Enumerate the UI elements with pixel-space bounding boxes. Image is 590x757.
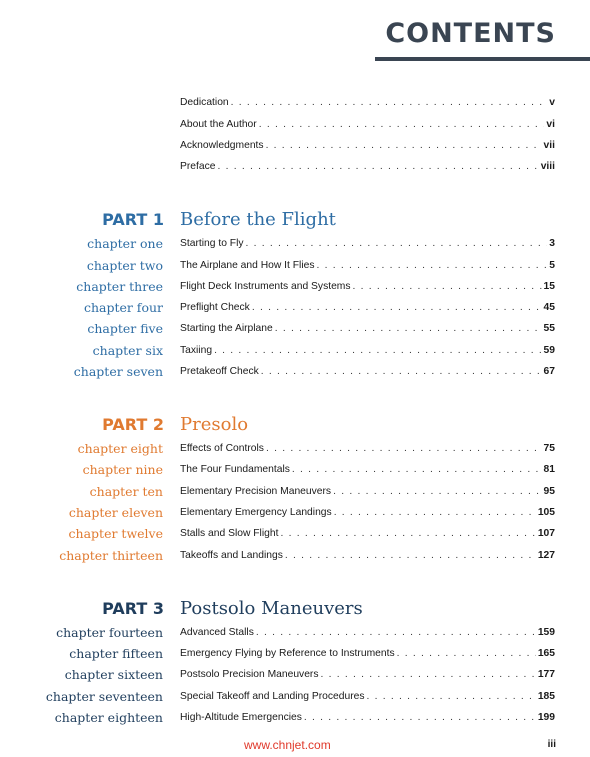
entry-title: Postsolo Precision Maneuvers [180,669,319,680]
dot-leader [367,690,536,704]
toc-entry-chapter-fifteen[interactable] [180,647,555,661]
part-3-label: PART 3 [102,599,164,618]
chapter-label: chapter two [86,258,163,273]
toc-entry-chapter-ten[interactable] [180,485,555,499]
entry-page: 59 [543,345,555,356]
entry-page: 55 [543,323,555,334]
toc-entry-chapter-eleven[interactable] [180,506,555,520]
dot-leader [304,711,536,725]
entry-title: Special Takeoff and Landing Procedures [180,691,365,702]
chapter-label: chapter ten [89,484,163,499]
entry-title: Pretakeoff Check [180,366,259,377]
chapter-label: chapter eleven [68,505,163,520]
dot-leader [397,647,536,661]
dot-leader [218,160,539,174]
entry-page: vii [543,140,555,151]
dot-leader [266,139,542,153]
dot-leader [292,463,542,477]
entry-title: Preface [180,161,216,172]
toc-entry-chapter-thirteen[interactable] [180,549,555,563]
entry-page: 15 [543,281,555,292]
entry-page: 107 [537,528,555,539]
toc-entry-chapter-eighteen[interactable] [180,711,555,725]
entry-page: 45 [543,302,555,313]
dot-leader [333,485,541,499]
part-2-title: Presolo [180,414,249,435]
entry-page: 105 [537,507,555,518]
toc-entry-preface[interactable] [180,160,555,174]
toc-entry-chapter-six[interactable] [180,344,555,358]
entry-title: The Four Fundamentals [180,464,290,475]
entry-page: 177 [537,669,555,680]
entry-title: Acknowledgments [180,140,264,151]
dot-leader [321,668,536,682]
entry-page: 75 [543,443,555,454]
entry-title: Emergency Flying by Reference to Instruments [180,648,395,659]
entry-title: About the Author [180,119,257,130]
entry-title: The Airplane and How It Flies [180,260,315,271]
entry-page: vi [546,119,555,130]
dot-leader [275,322,542,336]
toc-entry-about-author[interactable] [180,118,555,132]
entry-title: Preflight Check [180,302,250,313]
toc-entry-chapter-sixteen[interactable] [180,668,555,682]
watermark-url: www.chnjet.com [244,738,331,752]
entry-page: 67 [543,366,555,377]
chapter-label: chapter fifteen [69,646,163,661]
entry-page: 185 [537,691,555,702]
entry-page: v [549,97,555,108]
chapter-label: chapter sixteen [64,667,163,682]
entry-title: High-Altitude Emergencies [180,712,302,723]
dot-leader [246,237,548,251]
chapter-label: chapter twelve [68,526,163,541]
chapter-label: chapter eighteen [54,710,163,725]
entry-title: Dedication [180,97,229,108]
toc-entry-chapter-eight[interactable] [180,442,555,456]
chapter-label: chapter fourteen [56,625,163,640]
chapter-label: chapter three [76,279,163,294]
chapter-label: chapter seven [73,364,163,379]
entry-page: 3 [549,238,555,249]
toc-entry-chapter-seventeen[interactable] [180,690,555,704]
dot-leader [252,301,542,315]
toc-entry-dedication[interactable] [180,96,555,110]
entry-page: 165 [537,648,555,659]
dot-leader [353,280,542,294]
dot-leader [259,118,545,132]
toc-entry-chapter-nine[interactable] [180,463,555,477]
chapter-label: chapter four [83,300,163,315]
dot-leader [266,442,542,456]
toc-entry-chapter-five[interactable] [180,322,555,336]
part-1-label: PART 1 [102,210,164,229]
part-2-label: PART 2 [102,415,164,434]
toc-entry-chapter-two[interactable] [180,259,555,273]
dot-leader [261,365,542,379]
part-3-title: Postsolo Maneuvers [180,598,363,619]
chapter-label: chapter five [87,321,163,336]
chapter-label: chapter nine [82,462,163,477]
entry-page: viii [540,161,555,172]
dot-leader [334,506,536,520]
page-title: CONTENTS [385,18,556,49]
dot-leader [317,259,548,273]
entry-page: 199 [537,712,555,723]
chapter-label: chapter eight [77,441,163,456]
entry-title: Elementary Precision Maneuvers [180,486,332,497]
entry-title: Stalls and Slow Flight [180,528,279,539]
entry-title: Elementary Emergency Landings [180,507,332,518]
entry-title: Taxiing [180,345,213,356]
entry-page: 5 [549,260,555,271]
dot-leader [231,96,548,110]
toc-entry-chapter-seven[interactable] [180,365,555,379]
chapter-label: chapter one [87,236,163,251]
chapter-label: chapter six [92,343,163,358]
toc-entry-chapter-four[interactable] [180,301,555,315]
entry-title: Advanced Stalls [180,627,254,638]
entry-title: Starting the Airplane [180,323,273,334]
title-rule [375,57,590,61]
entry-page: 159 [537,627,555,638]
dot-leader [285,549,536,563]
entry-page: 95 [543,486,555,497]
dot-leader [214,344,541,358]
toc-entry-chapter-fourteen[interactable] [180,626,555,640]
page-number: iii [547,739,556,750]
chapter-label: chapter thirteen [59,548,163,563]
toc-entry-chapter-one[interactable] [180,237,555,251]
dot-leader [256,626,536,640]
dot-leader [280,527,535,541]
entry-title: Effects of Controls [180,443,264,454]
toc-entry-chapter-three[interactable] [180,280,555,294]
entry-page: 127 [537,550,555,561]
entry-title: Flight Deck Instruments and Systems [180,281,351,292]
chapter-label: chapter seventeen [45,689,163,704]
entry-title: Takeoffs and Landings [180,550,283,561]
toc-entry-chapter-twelve[interactable] [180,527,555,541]
entry-title: Starting to Fly [180,238,244,249]
toc-entry-acknowledgments[interactable] [180,139,555,153]
part-1-title: Before the Flight [180,209,336,230]
entry-page: 81 [543,464,555,475]
